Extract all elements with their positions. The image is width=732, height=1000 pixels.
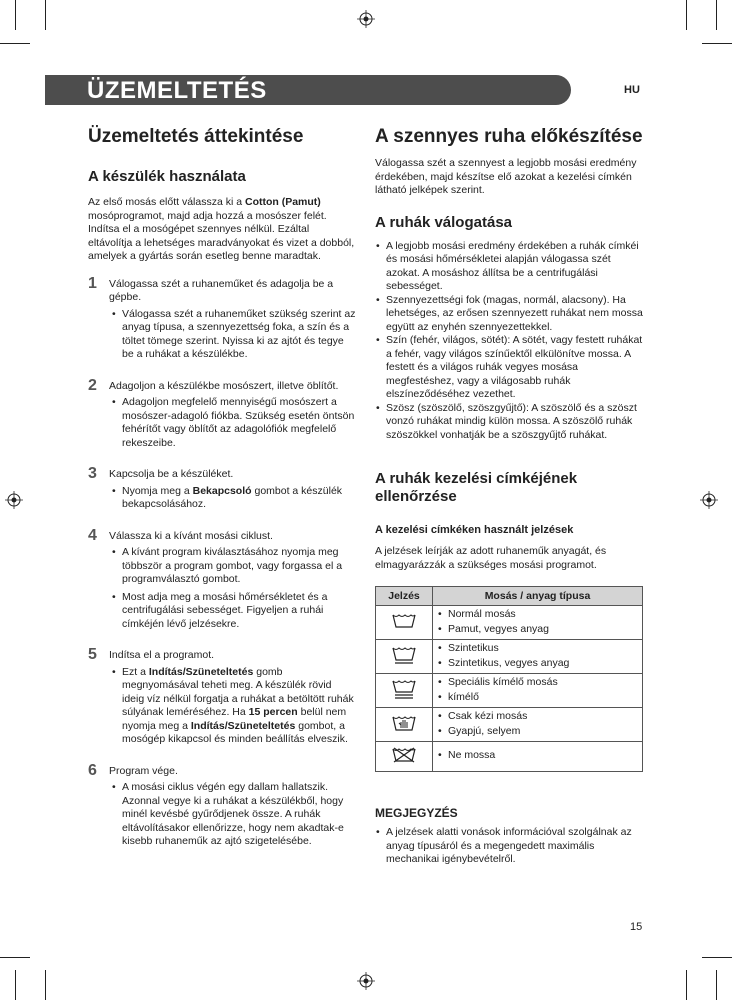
do-not-wash-icon	[392, 747, 416, 763]
list-item: • Válogassa szét a ruhaneműket szükség szerint az anyag típusa, a szennyezettség foka, a szín és a töltet tömege szerint. Nyissa ki az ajtót és tegye be a ruhákat a készülékbe.	[111, 308, 356, 362]
list-item: • Csak kézi mosás	[437, 710, 638, 724]
step-title: Program vége.	[109, 764, 178, 777]
table-row	[376, 708, 643, 742]
wash-tub-two-bars-icon	[392, 679, 416, 700]
column-header: Jelzés	[376, 587, 433, 606]
step-number: 2	[88, 376, 97, 394]
symbol-cell	[376, 708, 433, 742]
table-row	[376, 674, 643, 708]
step-number: 4	[88, 526, 97, 544]
intro-paragraph: Válogassa szét a szennyest a legjobb mosási eredmény érdekében, majd készítse elő azokat a kezelési címkén látható jelképek szerint.	[375, 157, 637, 196]
page-title: Üzemeltetés áttekintése	[88, 126, 304, 147]
list-item: • kímélő	[437, 691, 638, 705]
page-number: 15	[630, 921, 643, 933]
list-item: • Normál mosás	[437, 608, 638, 622]
crop-mark	[702, 43, 732, 44]
registration-mark-icon	[700, 491, 718, 509]
wash-tub-icon	[392, 613, 416, 629]
language-code: HU	[624, 84, 640, 96]
step-1	[88, 274, 356, 362]
list-item: • Speciális kímélő mosás	[437, 676, 638, 690]
step-2	[88, 376, 356, 451]
list-item: • Szennyezettségi fok (magas, normál, alacsony). Ha lehetséges, az erősen szennyezett ruhákat nem mossa együtt az enyhén szennyezettekkel.	[375, 294, 645, 335]
list-item: • A mosási ciklus végén egy dallam hallatszik. Azonnal vegye ki a ruhákat a készülékből, hogy minél kevésbé gyűrődjenek össze. A ruhák eltávolításakor ellenőrizze, hogy nem akadtak-e kisebb ruhaneműk az ajtó szigetelésébe.	[111, 781, 356, 849]
step-number: 3	[88, 465, 97, 482]
description-cell	[433, 708, 643, 742]
registration-mark-icon	[357, 972, 375, 990]
crop-mark	[45, 0, 46, 30]
step-4	[88, 526, 356, 632]
section-heading: A ruhák kezelési címkéjének ellenőrzése	[375, 470, 578, 505]
step-title: Adagoljon a készülékbe mosószert, illetve öblítőt.	[109, 379, 339, 392]
list-item: • A kívánt program kiválasztásához nyomja meg többször a program gombot, vagy forgassa el a programválasztó gombot.	[111, 546, 356, 587]
step-5	[88, 646, 356, 747]
left-column	[88, 126, 356, 863]
step-title: Kapcsolja be a készüléket.	[109, 468, 234, 480]
hand-wash-icon	[392, 714, 416, 732]
list-item: • A jelzések alatti vonások információval szolgálnak az anyag típusáról és a megengedett maximális mechanikai igénybevételről.	[375, 826, 645, 867]
crop-mark	[716, 0, 717, 30]
crop-mark	[686, 0, 687, 30]
crop-mark	[15, 0, 16, 30]
section-title: A szennyes ruha előkészítése	[375, 126, 643, 147]
symbol-cell	[376, 606, 433, 640]
wash-tub-one-bar-icon	[392, 646, 416, 665]
subsection-heading: A kezelési címkéken használt jelzések	[375, 524, 574, 536]
crop-mark	[15, 970, 16, 1000]
list-item: • A legjobb mosási eredmény érdekében a ruhák címkéi és mosási hőmérsékletei alapján válogassa szét azokat. A mosáshoz állítsa be a centrifugálási sebességet.	[375, 240, 645, 294]
symbol-cell	[376, 674, 433, 708]
symbol-cell	[376, 640, 433, 674]
step-3	[88, 465, 356, 512]
step-number: 1	[88, 274, 97, 292]
list-item: • Gyapjú, selyem	[437, 725, 638, 739]
description-cell	[433, 742, 643, 772]
label-intro: A jelzések leírják az adott ruhaneműk anyagát, és elmagyarázzák a szükséges mosási programot.	[375, 545, 607, 571]
crop-mark	[702, 957, 732, 958]
crop-mark	[0, 43, 30, 44]
list-item: • Ezt a Indítás/Szüneteltetés gomb megnyomásával teheti meg. A készülék rövid ideig víz nélkül forgatja a ruhákat a betöltött ruhák súlyának leméréséhez. Ha 15 percen belül nem nyomja meg a Indítás/Szüneteltetés gombot, a mosógép kikapcsol és minden beállítás elveszik.	[111, 666, 356, 747]
crop-mark	[686, 970, 687, 1000]
section-heading: A készülék használata	[88, 168, 246, 185]
step-title: Válogassa szét a ruhaneműket és adagolja be a gépbe.	[109, 277, 334, 303]
section-banner: ÜZEMELTETÉS	[45, 75, 571, 105]
symbol-cell	[376, 742, 433, 772]
list-item: • Szösz (szöszölő, szöszgyűjtő): A szöszölő és a szöszt vonzó ruhákat mindig külön mossa. A szöszölő ruhák szöszökkel vonhatják be a szöszgyűjtő ruhákat.	[375, 402, 645, 443]
step-number: 5	[88, 646, 97, 663]
step-number: 6	[88, 761, 97, 779]
registration-mark-icon	[357, 10, 375, 28]
step-title: Indítsa el a programot.	[109, 649, 215, 661]
table-row	[376, 640, 643, 674]
crop-mark	[45, 970, 46, 1000]
description-cell	[433, 674, 643, 708]
list-item: • Ne mossa	[437, 749, 638, 763]
table-row	[376, 742, 643, 772]
step-title: Válassza ki a kívánt mosási ciklust.	[109, 529, 273, 542]
step-6	[88, 761, 356, 849]
care-label-table	[375, 586, 643, 772]
crop-mark	[0, 957, 30, 958]
list-item: • Szín (fehér, világos, sötét): A sötét, vagy festett ruhákat a fehér, vagy világos színűektől elkülönítve mossa. A festett és a világos ruhák vegyes mosása megfestéshez, vagy a világosabb ruhák elszíneződéséhez vezethet.	[375, 334, 645, 402]
description-cell	[433, 640, 643, 674]
list-item: • Pamut, vegyes anyag	[437, 623, 638, 637]
description-cell	[433, 606, 643, 640]
table-row	[376, 606, 643, 640]
table-header	[376, 587, 643, 606]
column-header: Mosás / anyag típusa	[433, 587, 643, 606]
list-item: • Nyomja meg a Bekapcsoló gombot a készülék bekapcsolásához.	[111, 485, 356, 512]
right-column	[375, 126, 645, 871]
list-item: • Most adja meg a mosási hőmérsékletet és a centrifugálási sebességet. Figyeljen a ruhái címkéjén lévő jelzésekre.	[111, 591, 356, 632]
list-item: • Adagoljon megfelelő mennyiségű mosószert a mosószer-adagoló fiókba. Szükség esetén öntsön fehérítőt vagy öblítőt az adagolófiók megfelelő rekeszeibe.	[111, 396, 356, 450]
note-heading: MEGJEGYZÉS	[375, 806, 458, 820]
crop-mark	[716, 970, 717, 1000]
list-item: • Szintetikus	[437, 642, 638, 656]
list-item: • Szintetikus, vegyes anyag	[437, 657, 638, 671]
section-heading: A ruhák válogatása	[375, 213, 512, 231]
intro-paragraph: Az első mosás előtt válassza ki a Cotton (Pamut) mosóprogramot, majd adja hozzá a mosószer felét. Indítsa el a mosógépet szennyes nélkül. Ezáltal eltávolítja a lehetséges maradványokat és vizet a dobból, amelyek a gyártás során esetleg benne maradtak.	[88, 196, 355, 262]
registration-mark-icon	[5, 491, 23, 509]
